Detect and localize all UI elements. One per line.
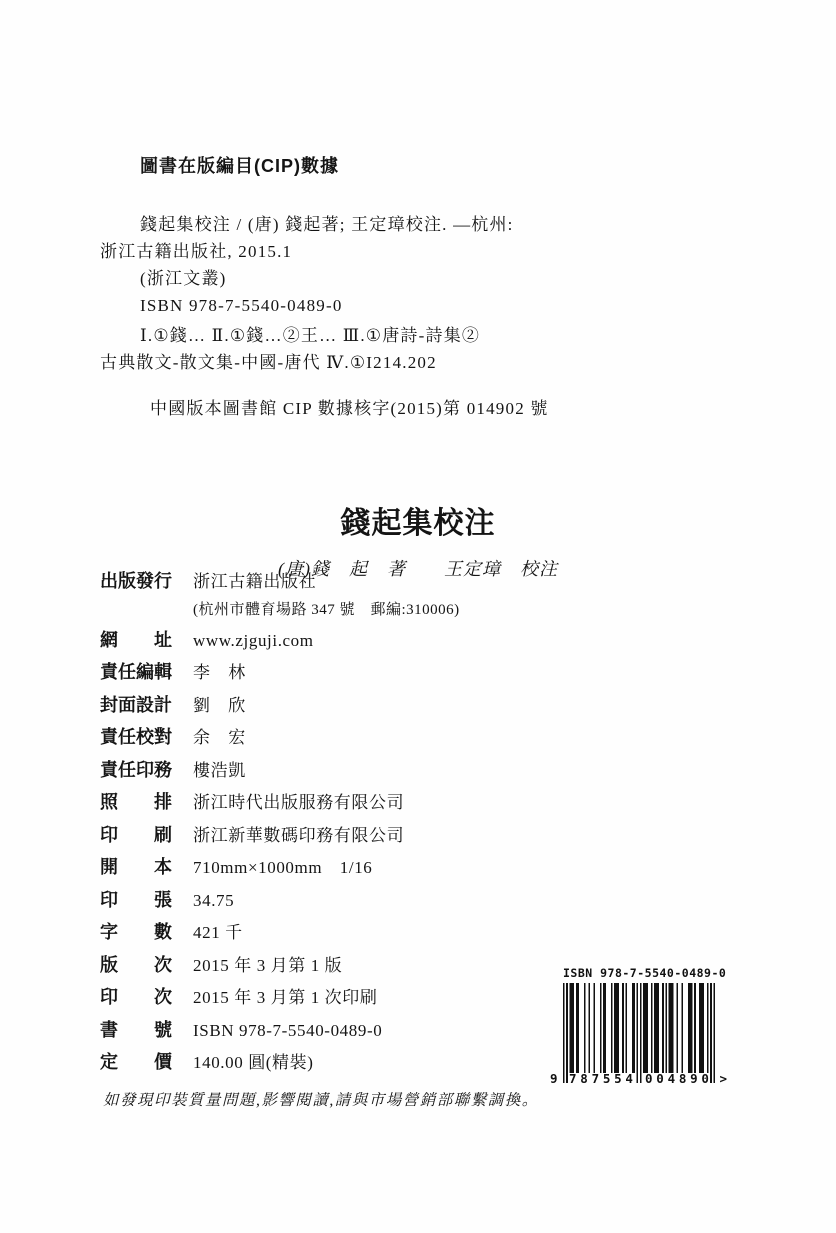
pub-row-value: 710mm×1000mm 1/16 [193,858,373,877]
cip-isbn-line: ISBN 978-7-5540-0489-0 [140,296,343,315]
pub-row-value: 樓浩凱 [193,760,246,780]
cip-record-line: 中國版本圖書館 CIP 數據核字(2015)第 014902 號 [150,399,549,418]
pub-row-edition [100,954,620,977]
pub-row-cover-design [100,694,620,717]
pub-row-label: 定 價 [100,1052,172,1072]
author-line: (唐)錢 起 著 王定璋 校注 [278,559,558,579]
cip-entry-line: 浙江古籍出版社, 2015.1 [100,242,293,261]
pub-row-print-supervisor [100,759,620,782]
barcode-isbn-text: ISBN 978-7-5540-0489-0 [563,966,727,980]
pub-row-printing [100,824,620,847]
publisher-address: (杭州市體育場路 347 號 郵編:310006) [193,601,460,618]
pub-row-label: 責任編輯 [100,662,172,682]
pub-row-value: ISBN 978-7-5540-0489-0 [193,1020,383,1040]
pub-row-value: 浙江時代出版服務有限公司 [193,793,405,812]
pub-row-editor [100,661,620,684]
pub-row-website [100,629,620,652]
cip-entry-line: 錢起集校注 / (唐) 錢起著; 王定璋校注. —杭州: [140,215,514,234]
pub-row-value: 140.00 圓(精裝) [193,1053,314,1072]
pub-row-label: 印 張 [100,889,172,910]
cip-class-line: 古典散文-散文集-中國-唐代 Ⅳ.①I214.202 [100,353,437,372]
barcode-left-digits: 7 8 7 5 5 4 [569,1071,633,1086]
pub-row-value: 2015 年 3 月第 1 次印刷 [193,988,378,1007]
cip-class-line: Ⅰ.①錢… Ⅱ.①錢…②王… Ⅲ.①唐詩-詩集② [140,326,481,345]
pub-row-value: 浙江新華數碼印務有限公司 [193,825,405,845]
pub-row-isbn [100,1019,620,1042]
pub-row-label: 開 本 [100,857,172,877]
pub-row-value: 余 宏 [193,728,246,747]
pub-row-label: 出版發行 [100,571,172,591]
pub-row-format [100,856,620,879]
isbn-barcode [550,966,727,1086]
pub-row-label: 書 號 [100,1019,172,1040]
barcode-bars [563,983,715,1086]
pub-row-value: 浙江古籍出版社 [193,572,317,591]
pub-row-label: 責任校對 [100,727,172,747]
pub-row-proofreader [100,726,620,749]
pub-row-publisher [100,570,620,593]
pub-row-label: 責任印務 [100,759,172,780]
cip-block [100,152,660,422]
pub-row-price [100,1051,620,1074]
pub-row-impression [100,986,620,1009]
pub-row-value: 劉 欣 [193,695,246,715]
barcode-right-digits: 0 0 4 8 9 0 [645,1071,709,1086]
pub-row-label: 網 址 [100,629,172,650]
cip-header: 圖書在版編目(CIP)數據 [140,156,339,176]
pub-row-typesetting [100,791,620,814]
pub-row-word-count [100,921,620,944]
title-block [0,498,836,581]
pub-row-label: 封面設計 [100,694,172,715]
book-title: 錢起集校注 [340,507,496,540]
pub-row-label: 印 次 [100,987,172,1007]
pub-row-label: 照 排 [100,792,172,812]
barcode-lead-digit: 9 [550,1071,558,1086]
pub-row-label: 版 次 [100,954,172,975]
quality-note: 如發現印裝質量問題,影響閱讀,請與市場營銷部聯繫調換。 [103,1092,539,1109]
cip-series-line: (浙江文叢) [140,269,227,288]
pub-row-value: www.zjguji.com [193,630,314,650]
barcode-arrow: > [719,1071,727,1086]
pub-row-value: 421 千 [193,923,243,942]
pub-row-value: 34.75 [193,890,235,910]
pub-row-sheets [100,889,620,912]
barcode-bars-area [550,983,727,1086]
pub-row-value: 2015 年 3 月第 1 版 [193,955,343,975]
pub-row-label: 印 刷 [100,824,172,845]
pub-row-label: 字 數 [100,922,172,942]
pub-row-value: 李 林 [193,663,246,682]
publication-info [100,570,620,1110]
